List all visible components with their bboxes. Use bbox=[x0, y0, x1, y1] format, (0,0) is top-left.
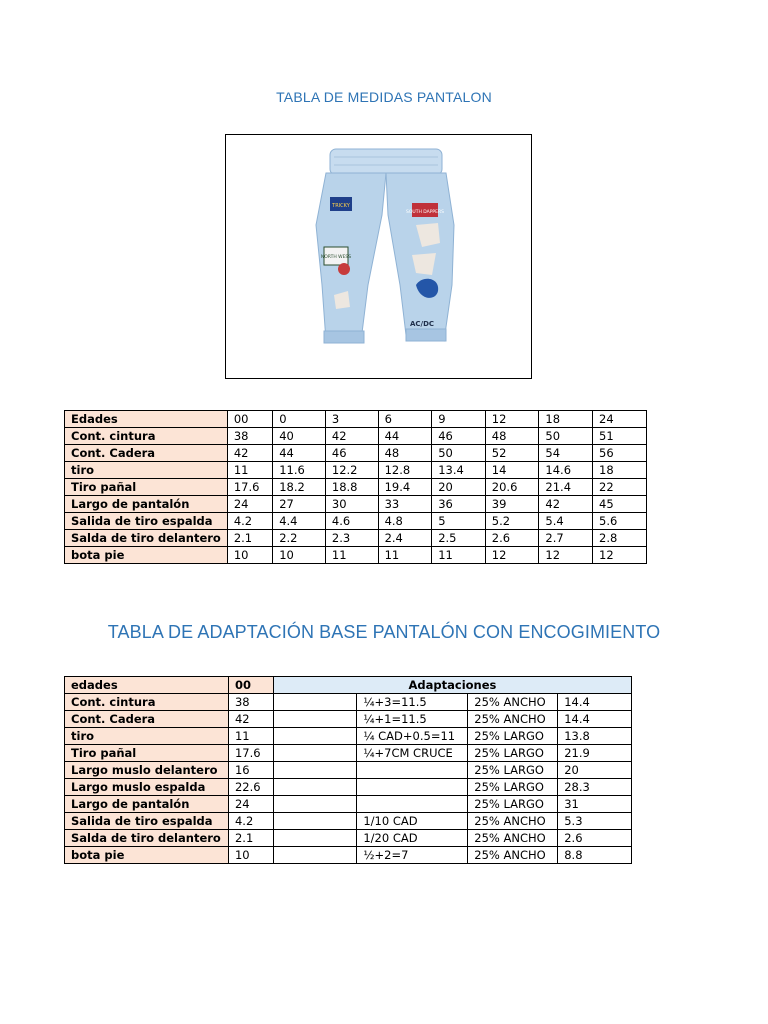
table-row bbox=[65, 711, 632, 728]
row-label-cell: Salida de tiro espalda bbox=[65, 813, 229, 830]
table-cell: 13.8 bbox=[558, 728, 632, 745]
patch-label: TRICKY bbox=[332, 203, 350, 209]
table-cell bbox=[273, 813, 356, 830]
row-label-cell: Edades bbox=[65, 411, 228, 428]
table-cell: ½+2=7 bbox=[357, 847, 468, 864]
patch-label: AC/DC bbox=[409, 320, 435, 328]
table-cell: 11 bbox=[228, 728, 273, 745]
table-cell: 11.6 bbox=[273, 462, 326, 479]
table-cell: ¼+1=11.5 bbox=[357, 711, 468, 728]
table-cell: 31 bbox=[558, 796, 632, 813]
table-cell: 13.4 bbox=[432, 462, 486, 479]
table-cell bbox=[357, 796, 468, 813]
table-cell: 2.3 bbox=[325, 530, 378, 547]
patch-label: SOUTH DAPPERS bbox=[406, 210, 444, 215]
table-cell: 50 bbox=[432, 445, 486, 462]
table-cell: 19.4 bbox=[378, 479, 432, 496]
table-cell bbox=[273, 830, 356, 847]
row-label-cell: Cont. cintura bbox=[65, 694, 229, 711]
table-cell: 20.6 bbox=[485, 479, 539, 496]
row-label-cell: Cont. Cadera bbox=[65, 445, 228, 462]
table-cell: 8.8 bbox=[558, 847, 632, 864]
table-cell: 45 bbox=[593, 496, 647, 513]
table-cell: 11 bbox=[378, 547, 432, 564]
table-row bbox=[65, 847, 632, 864]
adaptation-table bbox=[64, 676, 632, 864]
table-row bbox=[65, 479, 647, 496]
table-cell: 44 bbox=[273, 445, 326, 462]
table-cell: 4.6 bbox=[325, 513, 378, 530]
table-cell: 42 bbox=[539, 496, 593, 513]
row-label-cell: Salda de tiro delantero bbox=[65, 530, 228, 547]
table-cell: 5.2 bbox=[485, 513, 539, 530]
table-cell: 12 bbox=[485, 547, 539, 564]
table-cell: 24 bbox=[228, 796, 273, 813]
table-cell: 25% ANCHO bbox=[468, 830, 558, 847]
table-row bbox=[65, 411, 647, 428]
pants-photo-frame bbox=[225, 134, 532, 379]
table-cell: 9 bbox=[432, 411, 486, 428]
table-cell: 21.9 bbox=[558, 745, 632, 762]
row-label-cell: Largo de pantalón bbox=[65, 796, 229, 813]
table-row bbox=[65, 462, 647, 479]
table-cell: 11 bbox=[432, 547, 486, 564]
table-row bbox=[65, 796, 632, 813]
table-cell: 22 bbox=[593, 479, 647, 496]
row-label-cell: Tiro pañal bbox=[65, 479, 228, 496]
table-cell: 36 bbox=[432, 496, 486, 513]
table-cell: 18.8 bbox=[325, 479, 378, 496]
section-title: TABLA DE ADAPTACIÓN BASE PANTALÓN CON ENCOGIMIENTO bbox=[107, 622, 661, 642]
header-cell-adaptaciones: Adaptaciones bbox=[273, 677, 631, 694]
table-cell: ¼ CAD+0.5=11 bbox=[357, 728, 468, 745]
table-cell: 17.6 bbox=[228, 745, 273, 762]
patch-label: NORTH WESS bbox=[320, 255, 352, 260]
table-cell: 14.6 bbox=[539, 462, 593, 479]
row-label-cell: Cont. Cadera bbox=[65, 711, 229, 728]
row-label-cell: Largo muslo espalda bbox=[65, 779, 229, 796]
table-cell: 25% ANCHO bbox=[468, 694, 558, 711]
table-cell: 1/10 CAD bbox=[357, 813, 468, 830]
table-cell: 10 bbox=[228, 847, 273, 864]
table-cell: 12 bbox=[485, 411, 539, 428]
table-cell: 21.4 bbox=[539, 479, 593, 496]
row-label-cell: bota pie bbox=[65, 847, 229, 864]
table-row bbox=[65, 728, 632, 745]
table-cell: 54 bbox=[539, 445, 593, 462]
table-cell: 4.2 bbox=[227, 513, 272, 530]
table-cell: 5.4 bbox=[539, 513, 593, 530]
table-cell: ¼+7CM CRUCE bbox=[357, 745, 468, 762]
table-cell: 20 bbox=[432, 479, 486, 496]
right-cuff-shape bbox=[406, 329, 446, 341]
waistband-shape bbox=[330, 149, 442, 175]
table-row bbox=[65, 745, 632, 762]
row-label-cell: tiro bbox=[65, 728, 229, 745]
table-cell: 27 bbox=[273, 496, 326, 513]
table-cell bbox=[273, 762, 356, 779]
table-cell: 00 bbox=[227, 411, 272, 428]
table-row bbox=[65, 496, 647, 513]
row-label-cell: Salda de tiro delantero bbox=[65, 830, 229, 847]
table-cell: 16 bbox=[228, 762, 273, 779]
table-row bbox=[65, 530, 647, 547]
table-cell bbox=[273, 847, 356, 864]
table-cell bbox=[273, 728, 356, 745]
row-label-cell: Salida de tiro espalda bbox=[65, 513, 228, 530]
table-cell: 12 bbox=[593, 547, 647, 564]
table-cell: 40 bbox=[273, 428, 326, 445]
table-cell: 25% LARGO bbox=[468, 745, 558, 762]
table-row bbox=[65, 694, 632, 711]
table-cell bbox=[273, 711, 356, 728]
table-cell: 12.2 bbox=[325, 462, 378, 479]
table-row bbox=[65, 813, 632, 830]
table-cell: 18.2 bbox=[273, 479, 326, 496]
table-cell bbox=[357, 762, 468, 779]
table-cell: 2.4 bbox=[378, 530, 432, 547]
table-cell: 25% ANCHO bbox=[468, 711, 558, 728]
table-cell: 11 bbox=[325, 547, 378, 564]
table-cell: 42 bbox=[228, 711, 273, 728]
table-cell: 22.6 bbox=[228, 779, 273, 796]
table-cell: 0 bbox=[273, 411, 326, 428]
table-cell: 46 bbox=[325, 445, 378, 462]
measurements-table bbox=[64, 410, 647, 564]
table-cell: 2.2 bbox=[273, 530, 326, 547]
table-cell: 42 bbox=[227, 445, 272, 462]
table-row bbox=[65, 428, 647, 445]
table-cell bbox=[273, 796, 356, 813]
table-cell: 28.3 bbox=[558, 779, 632, 796]
table-cell: 48 bbox=[485, 428, 539, 445]
table-cell: 12 bbox=[539, 547, 593, 564]
table-cell bbox=[357, 779, 468, 796]
row-label-cell: bota pie bbox=[65, 547, 228, 564]
table-cell: 39 bbox=[485, 496, 539, 513]
table-cell: 4.2 bbox=[228, 813, 273, 830]
table-cell: 25% ANCHO bbox=[468, 847, 558, 864]
table-cell: 1/20 CAD bbox=[357, 830, 468, 847]
table-cell bbox=[273, 745, 356, 762]
table-cell: 18 bbox=[539, 411, 593, 428]
table-cell: 25% ANCHO bbox=[468, 813, 558, 830]
table-cell: 14.4 bbox=[558, 711, 632, 728]
table-cell: 18 bbox=[593, 462, 647, 479]
header-cell-label: edades bbox=[65, 677, 229, 694]
pants-illustration bbox=[226, 135, 531, 378]
patch-watermelon bbox=[338, 263, 350, 275]
table-cell: 24 bbox=[227, 496, 272, 513]
table-cell bbox=[273, 779, 356, 796]
table-row bbox=[65, 547, 647, 564]
table-cell: 46 bbox=[432, 428, 486, 445]
table-cell: 2.7 bbox=[539, 530, 593, 547]
table-cell: 10 bbox=[273, 547, 326, 564]
table-cell: ¼+3=11.5 bbox=[357, 694, 468, 711]
table-cell bbox=[273, 694, 356, 711]
table-cell: 2.8 bbox=[593, 530, 647, 547]
measurements-table-body bbox=[65, 411, 647, 564]
row-label-cell: Cont. cintura bbox=[65, 428, 228, 445]
row-label-cell: Largo de pantalón bbox=[65, 496, 228, 513]
table-cell: 38 bbox=[227, 428, 272, 445]
left-cuff-shape bbox=[324, 331, 364, 343]
table-cell: 14.4 bbox=[558, 694, 632, 711]
adaptation-table-body bbox=[65, 677, 632, 864]
table-row bbox=[65, 762, 632, 779]
table-cell: 11 bbox=[227, 462, 272, 479]
row-label-cell: tiro bbox=[65, 462, 228, 479]
table-row bbox=[65, 513, 647, 530]
table-cell: 2.5 bbox=[432, 530, 486, 547]
table-cell: 20 bbox=[558, 762, 632, 779]
table-cell: 51 bbox=[593, 428, 647, 445]
table-cell: 44 bbox=[378, 428, 432, 445]
page-title: TABLA DE MEDIDAS PANTALON bbox=[276, 89, 492, 105]
table-cell: 25% LARGO bbox=[468, 779, 558, 796]
table-cell: 14 bbox=[485, 462, 539, 479]
table-cell: 4.8 bbox=[378, 513, 432, 530]
header-cell-base: 00 bbox=[228, 677, 273, 694]
table-cell: 2.6 bbox=[485, 530, 539, 547]
table-cell: 2.6 bbox=[558, 830, 632, 847]
table-header-row bbox=[65, 677, 632, 694]
table-cell: 10 bbox=[227, 547, 272, 564]
table-row bbox=[65, 779, 632, 796]
table-cell: 17.6 bbox=[227, 479, 272, 496]
table-cell: 42 bbox=[325, 428, 378, 445]
table-cell: 50 bbox=[539, 428, 593, 445]
table-cell: 30 bbox=[325, 496, 378, 513]
table-cell: 2.1 bbox=[227, 530, 272, 547]
table-cell: 12.8 bbox=[378, 462, 432, 479]
table-cell: 25% LARGO bbox=[468, 796, 558, 813]
table-cell: 5.6 bbox=[593, 513, 647, 530]
table-cell: 2.1 bbox=[228, 830, 273, 847]
table-cell: 38 bbox=[228, 694, 273, 711]
table-cell: 52 bbox=[485, 445, 539, 462]
table-cell: 56 bbox=[593, 445, 647, 462]
table-row bbox=[65, 445, 647, 462]
table-cell: 25% LARGO bbox=[468, 728, 558, 745]
table-cell: 4.4 bbox=[273, 513, 326, 530]
table-cell: 25% LARGO bbox=[468, 762, 558, 779]
table-cell: 5.3 bbox=[558, 813, 632, 830]
row-label-cell: Largo muslo delantero bbox=[65, 762, 229, 779]
table-cell: 33 bbox=[378, 496, 432, 513]
table-cell: 3 bbox=[325, 411, 378, 428]
table-cell: 6 bbox=[378, 411, 432, 428]
table-cell: 48 bbox=[378, 445, 432, 462]
table-row bbox=[65, 830, 632, 847]
table-cell: 5 bbox=[432, 513, 486, 530]
row-label-cell: Tiro pañal bbox=[65, 745, 229, 762]
table-cell: 24 bbox=[593, 411, 647, 428]
